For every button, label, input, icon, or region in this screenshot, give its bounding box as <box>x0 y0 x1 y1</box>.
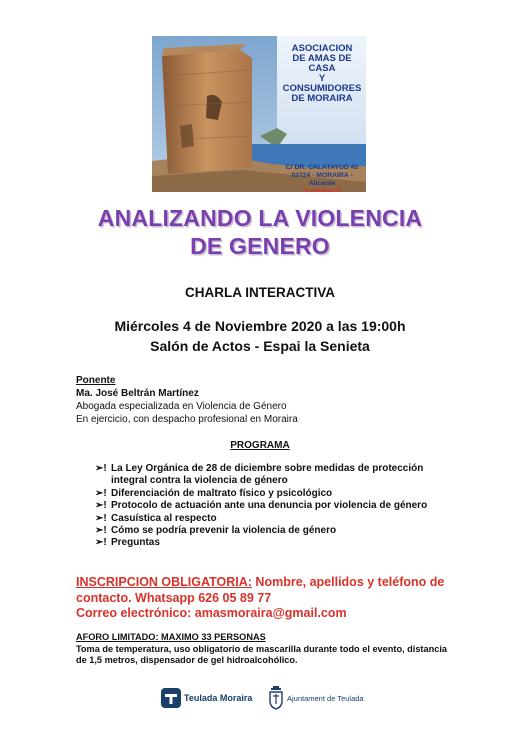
association-line: Y CONSUMIDORES <box>282 73 362 94</box>
coat-of-arms-icon <box>268 686 284 710</box>
association-line: DE MORAIRA <box>291 93 353 104</box>
address-line: 03724 - MORAIRA - Alicante <box>291 172 353 187</box>
title-line-1: ANALIZANDO LA VIOLENCIA <box>97 205 423 231</box>
list-item-text: La Ley Orgánica de 28 de diciembre sobre medidas de protección integral contra la violencia de género <box>111 463 424 487</box>
program-title: PROGRAMA <box>230 440 290 451</box>
association-name <box>282 44 362 104</box>
speaker-label: Ponente <box>76 375 116 386</box>
list-item-text: Casuística al respecto <box>111 512 217 524</box>
sponsor-logos <box>0 686 520 716</box>
registration-label: INSCRIPCION OBLIGATORIA: <box>76 575 252 589</box>
association-line: ASOCIACION <box>291 43 353 54</box>
association-line: DE AMAS DE CASA <box>292 53 352 74</box>
capacity-title: AFORO LIMITADO: MAXIMO 33 PERSONAS <box>76 632 266 642</box>
association-address <box>280 164 364 192</box>
list-item-text: Preguntas <box>111 537 160 549</box>
list-item-text: Cómo se podría prevenir la violencia de género <box>111 525 337 537</box>
list-item <box>95 513 455 525</box>
ajuntament-label: Ajuntament de Teulada <box>287 693 364 703</box>
teulada-moraira-label: Teulada Moraira <box>184 693 253 703</box>
speaker-description: Abogada especializada en Violencia de Género <box>76 401 287 412</box>
speaker-name: Ma. José Beltrán Martínez <box>76 388 199 399</box>
registration-email: Correo electrónico: amasmoraira@gmail.com <box>76 606 347 620</box>
subtitle: CHARLA INTERACTIVA <box>185 285 335 300</box>
speaker-description: En ejercicio, con despacho profesional en Moraira <box>76 414 298 425</box>
ajuntament-logo <box>268 686 364 710</box>
header-photo <box>152 36 366 192</box>
address-line: G-03844479 <box>303 188 341 192</box>
teulada-moraira-icon <box>161 688 181 708</box>
registration-text <box>76 575 456 606</box>
list-item <box>95 537 455 549</box>
title-line-2: DE GENERO <box>190 233 330 259</box>
capacity-notice <box>76 632 456 667</box>
arrow-bullet-icon: ➢! <box>95 525 107 537</box>
arrow-bullet-icon: ➢! <box>95 500 107 512</box>
list-item-text: Protocolo de actuación ante una denuncia por violencia de género <box>111 500 428 512</box>
speaker-block <box>76 374 298 426</box>
arrow-bullet-icon: ➢! <box>95 463 107 474</box>
program-list <box>95 463 455 550</box>
event-datetime: Miércoles 4 de Noviembre 2020 a las 19:00h <box>114 318 406 334</box>
registration-details: Nombre, apellidos y teléfono de contacto. Whatsapp 626 05 89 77 <box>76 575 445 605</box>
list-item <box>95 500 455 512</box>
arrow-bullet-icon: ➢! <box>95 512 107 524</box>
event-venue: Salón de Actos - Espai la Senieta <box>150 338 370 354</box>
list-item <box>95 463 455 488</box>
address-line: C/ DR. CALATAYUD 45 <box>285 164 359 171</box>
capacity-text: Toma de temperatura, uso obligatorio de mascarilla durante todo el evento, distancia de 1,5 metros, dispensador de gel hidroalcohólico. <box>76 643 447 665</box>
arrow-bullet-icon: ➢! <box>95 487 107 499</box>
list-item <box>95 525 455 537</box>
list-item-text: Diferenciación de maltrato físico y psicológico <box>111 487 333 499</box>
registration-notice <box>76 575 456 622</box>
arrow-bullet-icon: ➢! <box>95 537 107 549</box>
list-item <box>95 488 455 500</box>
teulada-moraira-logo <box>161 688 252 708</box>
